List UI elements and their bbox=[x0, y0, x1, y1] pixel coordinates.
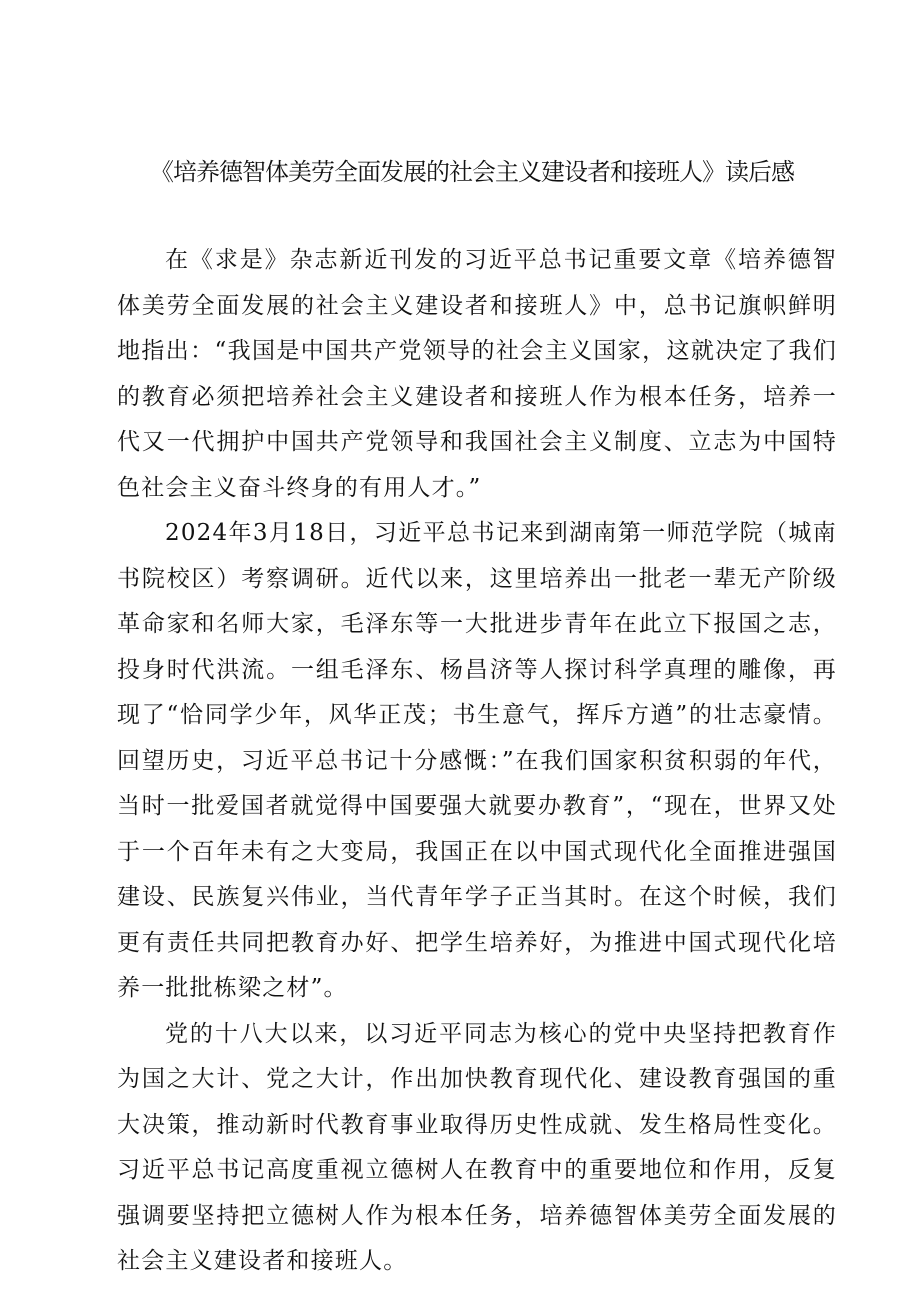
paragraph-2: 2024年3月18日，习近平总书记来到湖南第一师范学院（城南书院校区）考察调研。近代以来，这里培养出一批老一辈无产阶级革命家和名师大家，毛泽东等一大批进步青年在此立下报国之志，投身时代洪流。一组毛泽东、杨昌济等人探讨科学真理的雕像，再现了“恰同学少年，风华正茂；书生意气，挥斥方遒”的壮志豪情。回望历史，习近平总书记十分感慨：”在我们国家积贫积弱的年代，当时一批爱国者就觉得中国要强大就要办教育”，“现在，世界又处于一个百年未有之大变局，我国正在以中国式现代化全面推进强国建设、民族复兴伟业，当代青年学子正当其时。在这个时候，我们更有责任共同把教育办好、把学生培养好，为推进中国式现代化培养一批批栋梁之材”。 bbox=[117, 520, 837, 1001]
document-title: 《培养德智体美劳全面发展的社会主义建设者和接班人》读后感 bbox=[150, 158, 794, 186]
paragraph-1: 在《求是》杂志新近刊发的习近平总书记重要文章《培养德智体美劳全面发展的社会主义建设者和接班人》中，总书记旗帜鲜明地指出：“我国是中国共产党领导的社会主义国家，这就决定了我们的教育必须把培养社会主义建设者和接班人作为根本任务，培养一代又一代拥护中国共产党领导和我国社会主义制度、立志为中国特色社会主义奋斗终身的有用人才。” bbox=[117, 247, 837, 501]
paragraph-3: 党的十八大以来，以习近平同志为核心的党中央坚持把教育作为国之大计、党之大计，作出加快教育现代化、建设教育强国的重大决策，推动新时代教育事业取得历史性成就、发生格局性变化。习近平总书记高度重视立德树人在教育中的重要地位和作用，反复强调要坚持把立德树人作为根本任务，培养德智体美劳全面发展的社会主义建设者和接班人。 bbox=[117, 1020, 837, 1274]
document-body bbox=[117, 238, 837, 1285]
